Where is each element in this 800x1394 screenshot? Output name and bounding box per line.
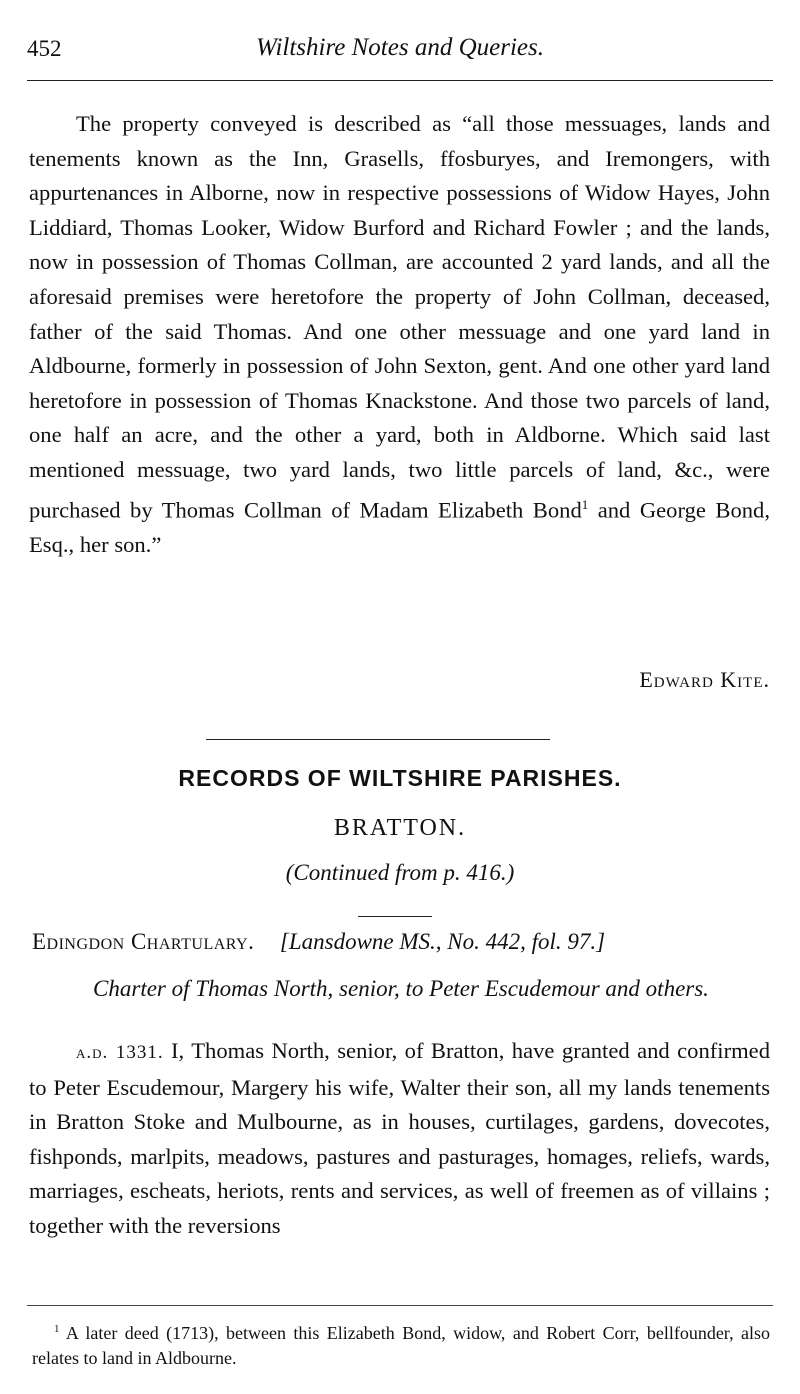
footnote-reference: 1 bbox=[581, 496, 589, 512]
running-head bbox=[27, 30, 773, 64]
footnote bbox=[32, 1317, 770, 1371]
running-title: Wiltshire Notes and Queries. bbox=[256, 34, 544, 61]
footnote-marker: 1 bbox=[54, 1323, 60, 1335]
charter-title: Charter of Thomas North, senior, to Peter Escudemour and others. bbox=[93, 976, 709, 1001]
paragraph-text: The property conveyed is described as “all those messuages, lands and tenements known as the Inn, Grasells, ffosburyes, and Iremongers, with appurtenances in Alborne, now in respective possessions of Widow Hayes, John Liddiard, Thomas Looker, Widow Burford and Richard Fowler ; and the lands, now in possession of Thomas Collman, are accounted 2 yard lands, and all the aforesaid premises were heretofore the property of John Collman, deceased, father of the said Thomas. And one other messuage and one yard land in Aldbourne, formerly in possession of John Sexton, gent. And one other yard land heretofore in possession of Thomas Knackstone. And those two parcels of land, one half an acre, and the other a yard, both in Aldborne. Which said last mentioned messuage, two yard lands, two little parcels of land, &c., were purchased by Thomas Collman of Madam Elizabeth Bond bbox=[29, 111, 770, 523]
short-divider bbox=[358, 916, 432, 917]
source-line bbox=[32, 924, 770, 960]
footnote-text: A later deed (1713), between this Elizabeth Bond, widow, and Robert Corr, bellfounder, also relates to land in Aldbourne. bbox=[32, 1323, 770, 1368]
charter-text: I, Thomas North, senior, of Bratton, have granted and confirmed to Peter Escudemour, Margery his wife, Walter their son, all my lands tenements in Bratton Stoke and Mulbourne, as in houses, curtilages, gardens, dovecotes, fishponds, marlpits, meadows, pastures and pasturages, homages, reliefs, wards, marriages, escheats, heriots, rents and services, as well of freemen as of villains ; together with the reversions bbox=[29, 1038, 770, 1238]
charter-date: a.d. 1331. bbox=[76, 1042, 164, 1063]
article-closing-paragraph bbox=[29, 107, 770, 562]
page-number: 452 bbox=[27, 36, 62, 61]
section-divider bbox=[206, 739, 550, 740]
parish-name: BRATTON. bbox=[333, 815, 467, 841]
paragraph-text-end: and George Bond, Esq., her son.” bbox=[29, 497, 770, 557]
source-label: Edingdon Chartulary. bbox=[32, 929, 255, 954]
charter-paragraph bbox=[29, 1034, 770, 1244]
section-heading: RECORDS OF WILTSHIRE PARISHES. bbox=[178, 765, 622, 791]
header-rule bbox=[27, 80, 773, 81]
author-signature: Edward Kite. bbox=[639, 667, 770, 692]
source-reference: [Lansdowne MS., No. 442, fol. 97.] bbox=[279, 929, 606, 954]
continued-note: (Continued from p. 416.) bbox=[285, 860, 515, 885]
footnote-rule bbox=[27, 1305, 773, 1306]
